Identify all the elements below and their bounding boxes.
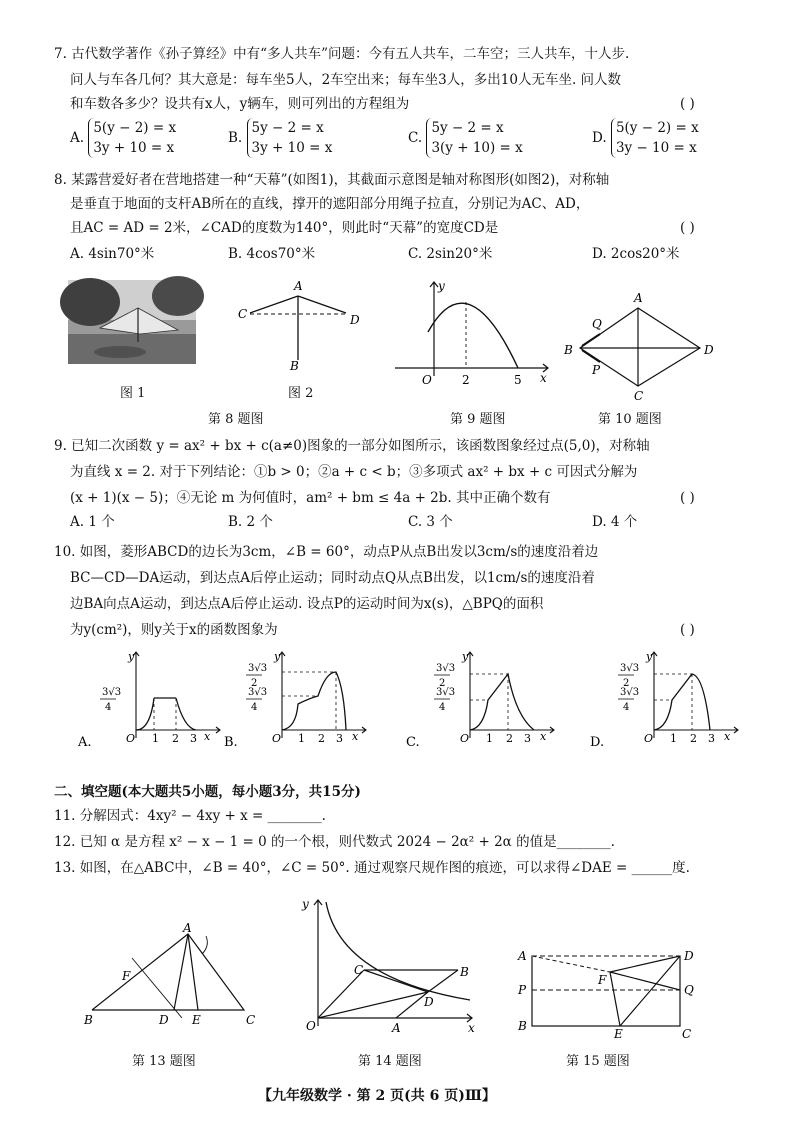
- q10-option-c-label: C.: [406, 735, 420, 750]
- q8-option-d: D. 2cos20°米: [592, 246, 680, 262]
- svg-text:y: y: [128, 650, 135, 663]
- q7-d-eq2: 3y − 10 = x: [615, 140, 697, 156]
- q7-line1: 7. 古代数学著作《孙子算经》中有“多人共车”问题：今有五人共车，二车空；三人共车，十人步.: [54, 46, 630, 62]
- q10-label-b: B: [564, 343, 573, 357]
- q10-graph-options: [60, 642, 750, 754]
- q10-answer-paren: ( ): [680, 622, 695, 638]
- svg-text:2: 2: [690, 732, 697, 745]
- svg-text:y: y: [274, 650, 281, 663]
- svg-text:O: O: [126, 732, 136, 745]
- svg-text:3: 3: [336, 732, 343, 745]
- svg-text:x: x: [352, 730, 359, 743]
- svg-text:2: 2: [251, 678, 258, 689]
- q10-line1: 10. 如图，菱形ABCD的边长为3cm，∠B = 60°，动点P从点B出发以3cm/s的速度沿着边: [54, 544, 599, 560]
- svg-text:2: 2: [318, 732, 325, 745]
- svg-text:O: O: [644, 732, 654, 745]
- fig2-caption: 图 2: [288, 386, 314, 401]
- q8-option-c: C. 2sin20°米: [408, 246, 493, 262]
- q15-figure-caption: 第 15 题图: [566, 1054, 630, 1069]
- svg-text:1: 1: [670, 732, 677, 745]
- q13-label-b: B: [84, 1013, 93, 1027]
- q13-label-d: D: [159, 1013, 169, 1027]
- q7-line3: 和车数各多少？设共有x人，y辆车，则可列出的方程组为: [70, 96, 410, 112]
- fig1-caption: 图 1: [120, 386, 146, 401]
- q9-option-c: C. 3 个: [408, 514, 453, 530]
- q10-label-a: A: [634, 291, 643, 305]
- page-footer: 【九年级数学 · 第 2 页(共 6 页)Ⅲ】: [258, 1088, 496, 1104]
- q9-option-d: D. 4 个: [592, 514, 638, 530]
- q7-b-eq2: 3y + 10 = x: [251, 140, 333, 156]
- q9-line1: 9. 已知二次函数 y = ax² + bx + c(a≠0)图象的一部分如图所示，该函数图象经过点(5,0)，对称轴: [54, 438, 650, 454]
- q15-label-e: E: [614, 1027, 623, 1038]
- q14-axis-x: x: [468, 1021, 475, 1035]
- q15-label-f: F: [598, 973, 607, 987]
- q14-label-d: D: [424, 995, 434, 1009]
- svg-text:3√3: 3√3: [436, 687, 456, 698]
- q10-line2: BC—CD—DA运动，到达点A后停止运动；同时动点Q从点B出发，以1cm/s的速度沿着: [70, 570, 595, 586]
- q15-rectangle: [532, 956, 680, 1026]
- q7-option-d: D. 5(y − 2) = x 3y − 10 = x: [592, 120, 699, 156]
- svg-text:1: 1: [486, 732, 493, 745]
- svg-text:2: 2: [172, 732, 179, 745]
- svg-text:3√3: 3√3: [248, 687, 268, 698]
- q14-label-b: B: [460, 965, 469, 979]
- svg-text:4: 4: [439, 702, 446, 713]
- q10-graph-c: [406, 650, 554, 750]
- svg-text:4: 4: [623, 702, 630, 713]
- q10-graph-d: [590, 650, 738, 750]
- q7-d-eq1: 5(y − 2) = x: [615, 120, 699, 136]
- q9-tick-5: 5: [514, 373, 522, 387]
- q13-text: 13. 如图，在△ABC中，∠B = 40°，∠C = 50°. 通过观察尺规作图的痕迹，可以求得∠DAE = ______度.: [54, 860, 690, 876]
- q12-text: 12. 已知 α 是方程 x² − x − 1 = 0 的一个根，则代数式 2024 − 2α² + 2α 的值是________.: [54, 834, 615, 850]
- q10-line3: 边BA向点A运动，到达点A后停止运动. 设点P的运动时间为x(s)，△BPQ的面积: [70, 596, 544, 612]
- q9-origin: O: [422, 373, 432, 387]
- q15-label-a: A: [518, 949, 527, 963]
- q15-label-b: B: [518, 1019, 527, 1033]
- tent-photo: [60, 276, 204, 364]
- q9-figure-caption: 第 9 题图: [450, 412, 506, 427]
- q9-option-b: B. 2 个: [228, 514, 273, 530]
- q13-label-f: F: [122, 969, 131, 983]
- svg-text:4: 4: [251, 702, 258, 713]
- q8-figure-caption: 第 8 题图: [208, 412, 264, 427]
- q7-answer-paren: ( ): [680, 96, 695, 112]
- q10-option-b-label: B.: [224, 735, 238, 750]
- svg-text:3√3: 3√3: [620, 663, 640, 674]
- q7-option-c: C. 5y − 2 = x 3(y + 10) = x: [408, 120, 523, 156]
- q9-line3: (x + 1)(x − 5)；④无论 m 为何值时，am² + bm ≤ 4a + 2b. 其中正确个数有: [70, 490, 551, 506]
- q15-label-c: C: [682, 1027, 692, 1038]
- svg-text:3√3: 3√3: [620, 687, 640, 698]
- svg-text:3: 3: [708, 732, 715, 745]
- fig2-diagram: [250, 296, 346, 360]
- q10-line4: 为y(cm²)，则y关于x的函数图象为: [70, 622, 278, 638]
- q13-label-a: A: [183, 921, 192, 935]
- q7-option-b: B. 5y − 2 = x 3y + 10 = x: [228, 120, 333, 156]
- figure-row-1: [60, 272, 760, 404]
- q14-origin: O: [306, 1019, 316, 1033]
- q9-answer-paren: ( ): [680, 490, 695, 506]
- svg-text:3: 3: [524, 732, 531, 745]
- q10-figure-caption: 第 10 题图: [598, 412, 662, 427]
- svg-text:x: x: [724, 730, 731, 743]
- q7-line2: 问人与车各几何？其大意是：每车坐5人，2车空出来；每车坐3人，多出10人无车坐. 问人数: [70, 72, 622, 88]
- fig2-label-a: A: [294, 279, 303, 293]
- q14-graph: [314, 900, 472, 1026]
- q8-line1: 8. 某露营爱好者在营地搭建一种“天幕”(如图1)，其截面示意图是轴对称图形(如图2)，对称轴: [54, 172, 610, 188]
- svg-text:3√3: 3√3: [102, 687, 122, 698]
- q13-triangle: [92, 934, 244, 1018]
- q15-label-d: D: [684, 949, 694, 963]
- svg-text:x: x: [204, 730, 211, 743]
- svg-text:2: 2: [439, 678, 446, 689]
- q9-tick-2: 2: [462, 373, 470, 387]
- q7-option-a: A. 5(y − 2) = x 3y + 10 = x: [70, 120, 177, 156]
- q13-figure-caption: 第 13 题图: [132, 1054, 196, 1069]
- svg-text:3√3: 3√3: [436, 663, 456, 674]
- q7-b-eq1: 5y − 2 = x: [251, 120, 324, 136]
- q10-label-p: P: [592, 363, 601, 377]
- fig2-label-d: D: [350, 313, 360, 327]
- svg-text:x: x: [540, 730, 547, 743]
- q14-figure-caption: 第 14 题图: [358, 1054, 422, 1069]
- q9-line2: 为直线 x = 2. 对于下列结论：①b > 0；②a + c < b；③多项式 ax² + bx + c 可因式分解为: [70, 464, 638, 480]
- q9-axis-x: x: [540, 371, 547, 385]
- q15-label-q: Q: [684, 983, 694, 997]
- svg-text:y: y: [462, 650, 469, 663]
- svg-text:3: 3: [190, 732, 197, 745]
- q14-label-c: C: [354, 963, 364, 977]
- q10-label-d: D: [704, 343, 714, 357]
- q15-label-p: P: [518, 983, 527, 997]
- q10-label-c: C: [634, 389, 644, 403]
- q8-option-a: A. 4sin70°米: [70, 246, 155, 262]
- fig2-label-c: C: [238, 307, 248, 321]
- q7-a-eq1: 5(y − 2) = x: [93, 120, 177, 136]
- q10-label-q: Q: [592, 317, 602, 331]
- q10-graph-b: [224, 650, 366, 750]
- section2-title: 二、填空题(本大题共5小题，每小题3分，共15分): [54, 784, 361, 800]
- q9-axis-y: y: [438, 279, 445, 293]
- fig2-label-b: B: [290, 359, 299, 373]
- q7-a-eq2: 3y + 10 = x: [93, 140, 175, 156]
- q10-option-d-label: D.: [590, 735, 605, 750]
- figure-row-2: [70, 888, 740, 1038]
- svg-text:1: 1: [152, 732, 159, 745]
- q7-c-eq2: 3(y + 10) = x: [431, 140, 523, 156]
- q8-line2: 是垂直于地面的支杆AB所在的直线，撑开的遮阳部分用绳子拉直，分别记为AC、AD，: [70, 196, 590, 212]
- svg-text:3√3: 3√3: [248, 663, 268, 674]
- q10-graph-a: [77, 650, 220, 750]
- q8-line3: 且AC = AD = 2米，∠CAD的度数为140°，则此时“天幕”的宽度CD是: [70, 220, 499, 236]
- svg-text:2: 2: [506, 732, 513, 745]
- q8-option-b: B. 4cos70°米: [228, 246, 316, 262]
- q9-option-a: A. 1 个: [70, 514, 115, 530]
- q14-label-a: A: [392, 1021, 401, 1035]
- svg-text:y: y: [646, 650, 653, 663]
- q10-option-a-label: A.: [78, 735, 92, 750]
- q13-label-c: C: [246, 1013, 256, 1027]
- svg-text:2: 2: [623, 678, 630, 689]
- q8-answer-paren: ( ): [680, 220, 695, 236]
- svg-text:1: 1: [298, 732, 305, 745]
- q9-parabola-graph: [395, 282, 548, 376]
- svg-text:O: O: [272, 732, 282, 745]
- svg-text:O: O: [460, 732, 470, 745]
- svg-text:4: 4: [105, 702, 112, 713]
- q13-label-e: E: [192, 1013, 201, 1027]
- q14-axis-y: y: [302, 897, 309, 911]
- q7-c-eq1: 5y − 2 = x: [431, 120, 504, 136]
- q11-text: 11. 分解因式：4xy² − 4xy + x = ________.: [54, 808, 326, 824]
